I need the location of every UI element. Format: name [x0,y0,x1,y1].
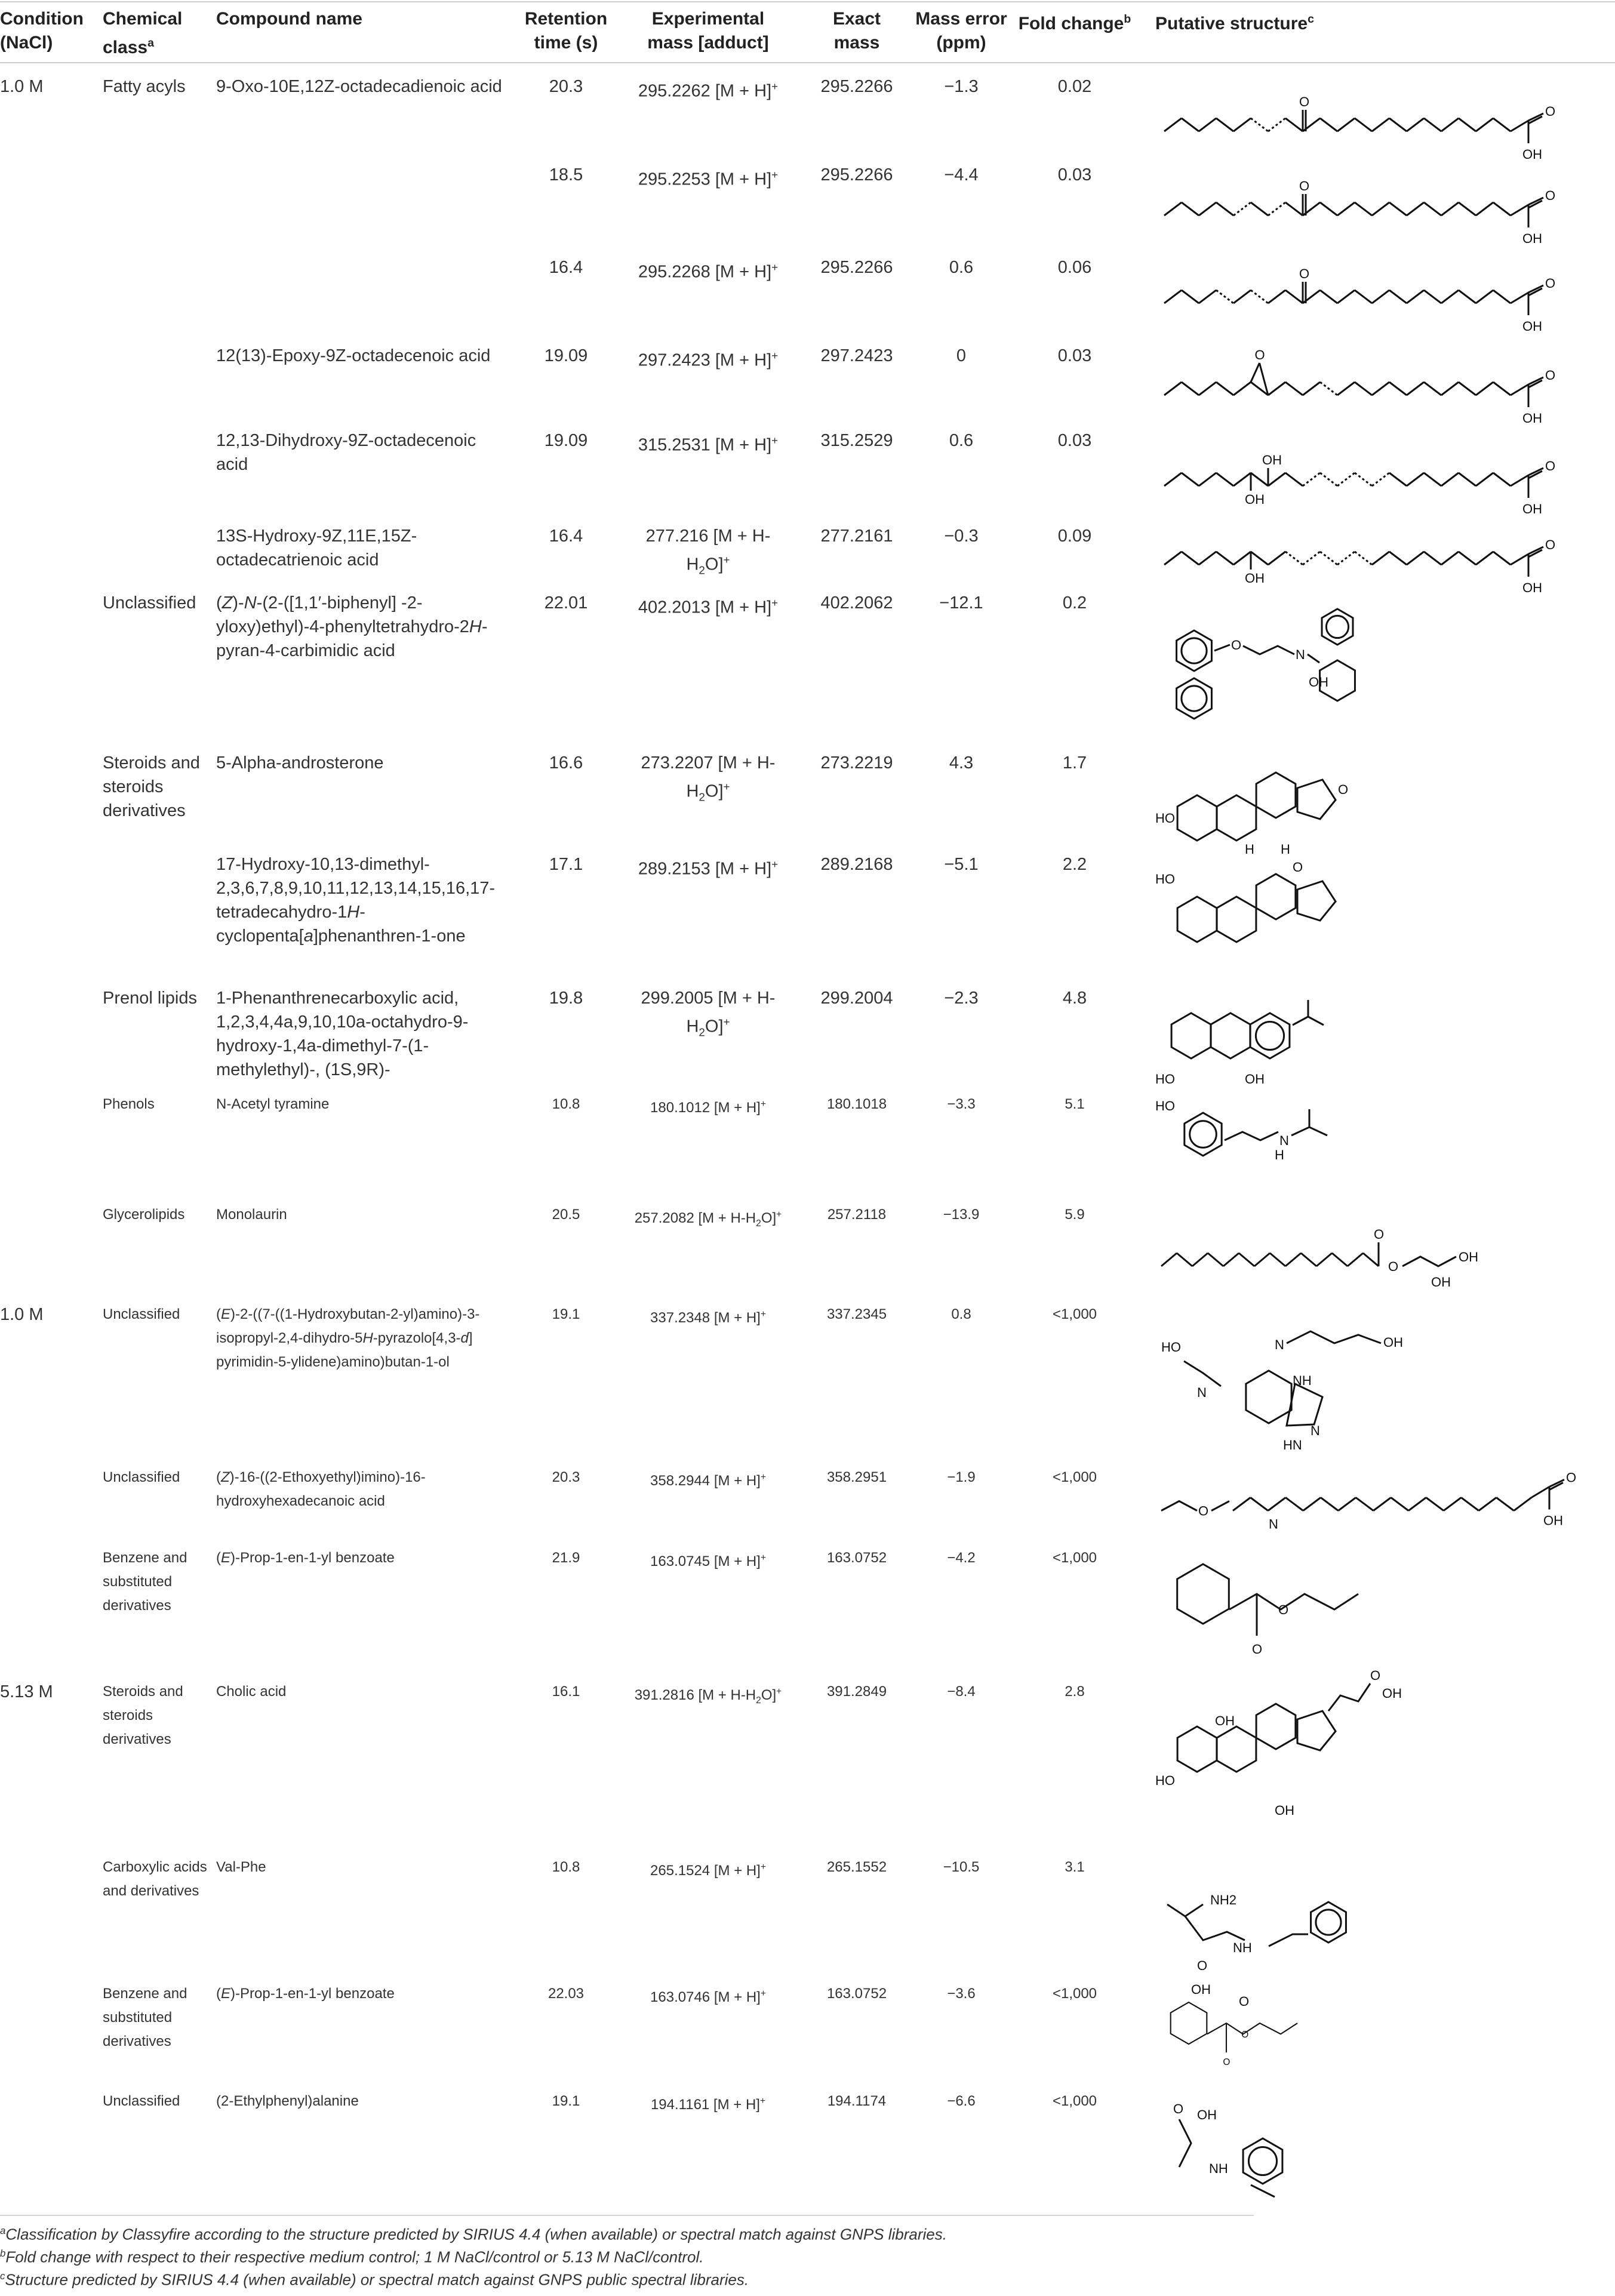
svg-text:O: O [1252,1642,1263,1657]
svg-text:O: O [1299,266,1310,281]
svg-text:OH: OH [1522,319,1542,334]
svg-text:OH: OH [1262,453,1282,467]
svg-text:HN: HN [1283,1438,1302,1452]
retention-time-cell: 19.09 [544,346,588,365]
compound-name-cell: Cholic acid [216,1683,287,1700]
svg-text:O: O [1278,1602,1289,1617]
fold-change-cell: 2.2 [1062,855,1087,874]
svg-text:N: N [1275,1337,1284,1352]
header-mass-error [908,7,1015,55]
svg-text:OH: OH [1431,1275,1451,1289]
fold-change-cell: <1,000 [1052,1306,1097,1322]
svg-text:NH2: NH2 [1210,1892,1237,1907]
experimental-mass-cell: 295.2262 [M + H]+ [638,80,779,101]
putative-structure-drawing [1155,1994,1358,2066]
mass-error-cell: −3.3 [947,1096,976,1112]
fold-change-cell: 4.8 [1062,989,1087,1008]
mass-error-cell: 0.8 [951,1306,971,1322]
chemical-class-cell: Unclassified [103,1469,180,1485]
header-retention-time [518,7,614,55]
retention-time-cell: 18.5 [549,165,583,184]
svg-text:OH: OH [1275,1803,1294,1818]
mass-error-cell: −10.5 [943,1859,980,1875]
svg-text:NH: NH [1293,1373,1312,1388]
header-condition-text: Condition (NaCl) [0,9,84,53]
svg-text:O: O [1197,1958,1208,1973]
compound-name-cell: 9-Oxo-10E,12Z-octadecadienoic acid [216,77,502,96]
retention-time-cell: 16.6 [549,753,583,772]
header-experimental-mass [630,7,786,55]
structure-svg [1158,176,1576,246]
header-fold-change-text: Fold change [1018,14,1124,33]
retention-time-cell: 19.09 [544,431,588,450]
fold-change-cell: 3.1 [1065,1859,1085,1875]
compound-name-cell: (E)-Prop-1-en-1-yl benzoate [216,1986,395,2002]
fold-change-cell: 0.03 [1057,431,1092,450]
compound-name-cell: Monolaurin [216,1207,287,1223]
footnote-a-text: Classification by Classyfire according to the structure predicted by SIRIUS 4.4 (when available) or spectral match against GNPS libraries. [5,2225,947,2243]
footnote-c: $^c$Structure predicted by SIRIUS 4.4 (when available) or spectral match against GNPS public spectral libraries. [0,2270,749,2289]
svg-text:H: H [1275,1147,1284,1162]
experimental-mass-cell: 299.2005 $[M + H-H_2O]^+$ [641,989,776,1039]
retention-time-cell: 20.3 [552,1469,580,1485]
svg-text:OH: OH [1522,580,1542,595]
experimental-mass-cell: 257.2082 $[M + H-H_2O]^+$ [634,1209,782,1229]
mass-error-cell: −8.4 [947,1683,976,1700]
svg-text:OH: OH [1522,147,1542,162]
chemical-class-cell: Unclassified [103,1306,180,1322]
condition-cell: 1.0 M [0,1305,44,1324]
structure-svg [1158,597,1373,740]
retention-time-cell: 20.5 [552,1207,580,1223]
svg-text:O: O [1299,178,1310,193]
putative-structure-drawing [1155,988,1382,1095]
chemical-class-cell: Phenols [103,1096,155,1112]
structure-svg [1155,1880,1406,2009]
chemical-class-cell: Glycerolipids [103,1207,185,1223]
svg-text:OH: OH [1383,1335,1403,1350]
svg-text:HO: HO [1155,872,1175,887]
header-putative-structure-sup: c [1308,13,1314,26]
mass-error-cell: −5.1 [944,855,979,874]
fold-change-cell: 0.09 [1057,527,1092,546]
mass-error-cell: −0.3 [944,527,979,546]
svg-text:NH: NH [1233,1940,1252,1955]
svg-text:O: O [1545,276,1556,291]
svg-text:N: N [1197,1385,1207,1400]
experimental-mass-cell: 297.2423 [M + H]+ [638,349,779,370]
header-exact-mass-text: Exact mass [832,9,881,53]
putative-structure-drawing [1155,1880,1406,2009]
fold-change-cell: 5.1 [1065,1096,1085,1112]
structure-svg [1158,94,1576,162]
svg-text:O: O [1545,368,1556,383]
retention-time-cell: 16.1 [552,1683,580,1700]
fold-change-cell: 0.03 [1057,165,1092,184]
experimental-mass-cell: 402.2013 [M + H]+ [638,596,779,617]
svg-text:O: O [1545,537,1556,552]
retention-time-cell: 17.1 [549,855,583,874]
table-top-rule [0,1,1615,2]
retention-time-cell: 19.1 [552,2093,580,2109]
mass-error-cell: 0.6 [949,431,974,450]
svg-text:OH: OH [1382,1686,1402,1701]
header-condition [0,7,96,55]
mass-error-cell: 0.6 [949,258,974,277]
experimental-mass-cell: 265.1524 [M + H]+ [650,1862,766,1879]
exact-mass-cell: 163.0752 [826,1986,887,2002]
fold-change-cell: 5.9 [1065,1207,1085,1223]
svg-text:N: N [1269,1516,1278,1532]
header-compound-name-text: Compound name [216,9,362,29]
svg-text:OH: OH [1309,675,1328,690]
condition-cell: 5.13 M [0,1682,53,1701]
exact-mass-cell: 295.2266 [820,77,893,96]
retention-time-cell: 19.1 [552,1306,580,1322]
footnote-a: $^a$Classification by Classyfire according to the structure predicted by SIRIUS 4.4 (when available) or spectral match against GNPS libraries. [0,2225,947,2243]
mass-error-cell: −4.4 [944,165,979,184]
retention-time-cell: 20.3 [549,77,583,96]
svg-text:O: O [1545,458,1556,473]
svg-text:O: O [1299,94,1310,109]
chemical-class-cell: Steroids and steroids derivatives [103,753,200,820]
header-putative-structure [1155,7,1370,36]
exact-mass-cell: 163.0752 [826,1550,887,1566]
svg-text:OH: OH [1245,1072,1265,1087]
putative-structure-drawing [1158,347,1576,426]
mass-error-cell: −2.3 [944,989,979,1008]
fold-change-cell: 0.03 [1057,346,1092,365]
header-bottom-rule [0,62,1615,63]
footnote-b-text: Fold change with respect to their respective medium control; 1 M NaCl/control or 5.13 M NaCl/control. [5,2248,704,2266]
experimental-mass-cell: 391.2816 $[M + H-H_2O]^+$ [634,1686,782,1706]
svg-text:OH: OH [1215,1713,1235,1728]
compound-name-cell: 17-Hydroxy-10,13-dimethyl-2,3,6,7,8,9,10,11,12,13,14,15,16,17-tetradecahydro-1H-cyclopenta[a]phenanthren-1-one [216,855,496,946]
exact-mass-cell: 194.1174 [827,2093,887,2109]
experimental-mass-cell: 194.1161 [M + H]+ [650,2096,766,2113]
structure-svg [1155,1470,1577,1540]
putative-structure-drawing [1158,176,1576,246]
chemical-class-cell: Benzene and substituted derivatives [103,1550,187,1614]
svg-text:HO: HO [1155,811,1175,826]
svg-text:O: O [1293,860,1303,875]
mass-error-cell: −12.1 [939,593,983,613]
putative-structure-drawing [1155,1668,1466,1863]
retention-time-cell: 19.8 [549,989,583,1008]
header-putative-structure-text: Putative structure [1155,14,1308,33]
structure-svg [1155,1552,1406,1672]
retention-time-cell: 22.03 [547,1986,585,2002]
structure-svg [1155,854,1382,979]
structure-svg [1158,525,1576,595]
svg-text:O: O [1231,638,1242,653]
experimental-mass-cell: 295.2268 [M + H]+ [638,261,779,282]
chemical-class-cell: Prenol lipids [103,989,197,1008]
exact-mass-cell: 299.2004 [820,989,893,1008]
compound-name-cell: 13S-Hydroxy-9Z,11E,15Z-octadecatrienoic acid [216,527,417,570]
footnote-c-text: Structure predicted by SIRIUS 4.4 (when available) or spectral match against GNPS public spectral libraries. [5,2270,749,2289]
compound-name-cell: (2-Ethylphenyl)alanine [216,2093,359,2109]
svg-text:O: O [1566,1470,1577,1485]
structure-svg [1155,988,1382,1095]
compound-name-cell: Val-Phe [216,1859,266,1875]
putative-structure-drawing [1158,597,1373,740]
header-chemical-class-text: Chemical class [103,9,183,57]
svg-text:O: O [1388,1259,1399,1274]
putative-structure-drawing [1155,854,1382,979]
fold-change-cell: 0.2 [1062,593,1087,613]
svg-text:OH: OH [1522,411,1542,426]
putative-structure-drawing [1158,266,1576,334]
putative-structure-drawing [1155,1092,1382,1182]
experimental-mass-cell: 289.2153 [M + H]+ [638,858,779,879]
retention-time-cell: 16.4 [549,258,583,277]
compound-name-cell: (Z)-16-((2-Ethoxyethyl)imino)-16-hydroxyhexadecanoic acid [216,1469,426,1509]
retention-time-cell: 10.8 [552,1096,580,1112]
fold-change-cell: 2.8 [1065,1683,1085,1700]
fold-change-cell: <1,000 [1052,1469,1097,1485]
fold-change-cell: <1,000 [1052,1986,1097,2002]
experimental-mass-cell: 180.1012 [M + H]+ [650,1099,766,1116]
exact-mass-cell: 337.2345 [826,1306,887,1322]
structure-svg [1155,1212,1573,1295]
mass-error-cell: −3.6 [947,1986,976,2002]
compound-name-cell: 12(13)-Epoxy-9Z-octadecenoic acid [216,346,491,365]
compound-name-cell: 12,13-Dihydroxy-9Z-octadecenoic acid [216,431,476,474]
experimental-mass-cell: 273.2207 $[M + H-H_2O]^+$ [641,753,776,804]
svg-text:HO: HO [1155,1072,1175,1087]
fold-change-cell: 0.02 [1057,77,1092,96]
svg-text:O: O [1173,2101,1184,2116]
svg-text:O: O [1254,347,1265,362]
exact-mass-cell: 315.2529 [820,431,893,450]
header-fold-change [1015,7,1134,36]
putative-structure-drawing [1155,1307,1424,1463]
structure-svg [1155,1092,1382,1182]
retention-time-cell: 10.8 [552,1859,580,1875]
compound-name-cell: (E)-Prop-1-en-1-yl benzoate [216,1550,395,1566]
mass-error-cell: −1.9 [947,1469,976,1485]
exact-mass-cell: 265.1552 [826,1859,887,1875]
structure-svg [1155,1668,1466,1863]
compound-name-cell: 1-Phenanthrenecarboxylic acid, 1,2,3,4,4a,9,10,10a-octahydro-9-hydroxy-1,4a-dimethyl-7-(1-methylethyl)-, (1S,9R)- [216,989,469,1079]
svg-text:O: O [1241,2029,1249,2040]
svg-text:OH: OH [1459,1249,1478,1264]
fold-change-cell: <1,000 [1052,1550,1097,1566]
exact-mass-cell: 391.2849 [826,1683,887,1700]
retention-time-cell: 22.01 [544,593,588,613]
svg-text:OH: OH [1543,1513,1563,1528]
svg-text:O: O [1545,104,1556,119]
header-fold-change-sup: b [1124,13,1131,26]
chemical-class-cell: Carboxylic acids and derivatives [103,1859,207,1899]
retention-time-cell: 21.9 [552,1550,580,1566]
experimental-mass-cell: 277.216 $[M + H-H_2O]^+$ [645,527,771,577]
svg-text:O: O [1223,2057,1231,2067]
putative-structure-drawing [1155,1212,1573,1295]
svg-text:OH: OH [1191,1982,1211,1997]
header-retention-time-text: Retention time (s) [524,9,608,53]
compound-name-cell: (E)-2-((7-((1-Hydroxybutan-2-yl)amino)-3-isopropyl-2,4-dihydro-5H-pyrazolo[4,3-d] pyrimidin-5-ylidene)amino)butan-1-ol [216,1306,480,1370]
svg-text:HO: HO [1161,1340,1181,1355]
experimental-mass-cell: 358.2944 [M + H]+ [650,1472,766,1489]
putative-structure-drawing [1155,2095,1346,2197]
putative-structure-drawing [1155,1552,1406,1672]
header-mass-error-text: Mass error (ppm) [915,9,1007,53]
structure-svg [1155,1994,1358,2066]
mass-error-cell: 0 [956,346,967,365]
exact-mass-cell: 402.2062 [820,593,893,613]
exact-mass-cell: 277.2161 [820,527,893,546]
mass-error-cell: −1.3 [944,77,979,96]
putative-structure-drawing [1158,94,1576,162]
svg-text:OH: OH [1522,501,1542,516]
putative-structure-drawing [1158,525,1576,595]
exact-mass-cell: 295.2266 [820,258,893,277]
exact-mass-cell: 358.2951 [826,1469,887,1485]
header-experimental-mass-text: Experimental mass [adduct] [647,9,769,53]
experimental-mass-cell: 163.0745 [M + H]+ [650,1553,766,1569]
experimental-mass-cell: 337.2348 [M + H]+ [650,1309,766,1326]
chemical-class-cell: Unclassified [103,593,196,613]
svg-text:HO: HO [1155,1098,1175,1113]
compound-name-cell: (Z)-N-(2-([1,1′-biphenyl] -2-yloxy)ethyl)-4-phenyltetrahydro-2H-pyran-4-carbimidic acid [216,593,488,660]
structure-svg [1155,1307,1424,1463]
putative-structure-drawing [1158,436,1576,519]
fold-change-cell: <1,000 [1052,2093,1097,2109]
header-chemical-class-sup: a [147,36,154,50]
svg-text:O: O [1198,1503,1209,1519]
chemical-class-cell: Steroids and steroids derivatives [103,1683,183,1747]
mass-error-cell: 4.3 [949,753,974,772]
condition-cell: 1.0 M [0,77,44,96]
svg-text:OH: OH [1245,571,1265,586]
svg-text:N: N [1311,1423,1320,1438]
mass-error-cell: −13.9 [943,1207,980,1223]
svg-text:O: O [1374,1227,1385,1242]
mass-error-cell: −6.6 [947,2093,976,2109]
svg-text:OH: OH [1245,492,1265,507]
exact-mass-cell: 297.2423 [820,346,893,365]
header-compound-name [216,7,455,31]
svg-text:O: O [1338,782,1349,797]
compound-name-cell: N-Acetyl tyramine [216,1096,330,1112]
exact-mass-cell: 180.1018 [826,1096,887,1112]
chemical-class-cell: Benzene and substituted derivatives [103,1986,187,2049]
svg-text:H: H [1245,842,1254,857]
retention-time-cell: 16.4 [549,527,583,546]
svg-text:NH: NH [1209,2161,1228,2176]
fold-change-cell: 0.06 [1057,258,1092,277]
experimental-mass-cell: 315.2531 [M + H]+ [638,434,779,455]
svg-text:O: O [1239,1994,1250,2009]
structure-svg [1158,347,1576,426]
svg-text:H: H [1281,842,1290,857]
experimental-mass-cell: 295.2253 [M + H]+ [638,168,779,189]
compound-name-cell: 5-Alpha-androsterone [216,753,384,772]
experimental-mass-cell: 163.0746 [M + H]+ [650,1989,766,2005]
header-exact-mass [818,7,896,55]
svg-text:N: N [1296,647,1305,662]
footnote-b: $^b$Fold change with respect to their respective medium control; 1 M NaCl/control or 5.13 M NaCl/control. [0,2248,704,2266]
svg-text:OH: OH [1522,231,1542,246]
svg-text:O: O [1370,1668,1381,1683]
svg-text:O: O [1545,188,1556,203]
chemical-class-cell: Fatty acyls [103,77,186,96]
mass-error-cell: −4.2 [947,1550,976,1566]
structure-svg [1155,2095,1346,2197]
exact-mass-cell: 257.2118 [827,1207,887,1223]
header-chemical-class [103,7,198,60]
exact-mass-cell: 273.2219 [820,753,893,772]
structure-svg [1158,266,1576,334]
svg-text:OH: OH [1197,2107,1217,2122]
structure-svg [1158,436,1576,519]
chemical-class-cell: Unclassified [103,2093,180,2109]
svg-text:HO: HO [1155,1773,1175,1788]
exact-mass-cell: 289.2168 [820,855,893,874]
footnote-rule [0,2215,1254,2216]
svg-text:N: N [1279,1133,1289,1148]
exact-mass-cell: 295.2266 [820,165,893,184]
fold-change-cell: 1.7 [1062,753,1087,772]
putative-structure-drawing [1155,1470,1577,1540]
